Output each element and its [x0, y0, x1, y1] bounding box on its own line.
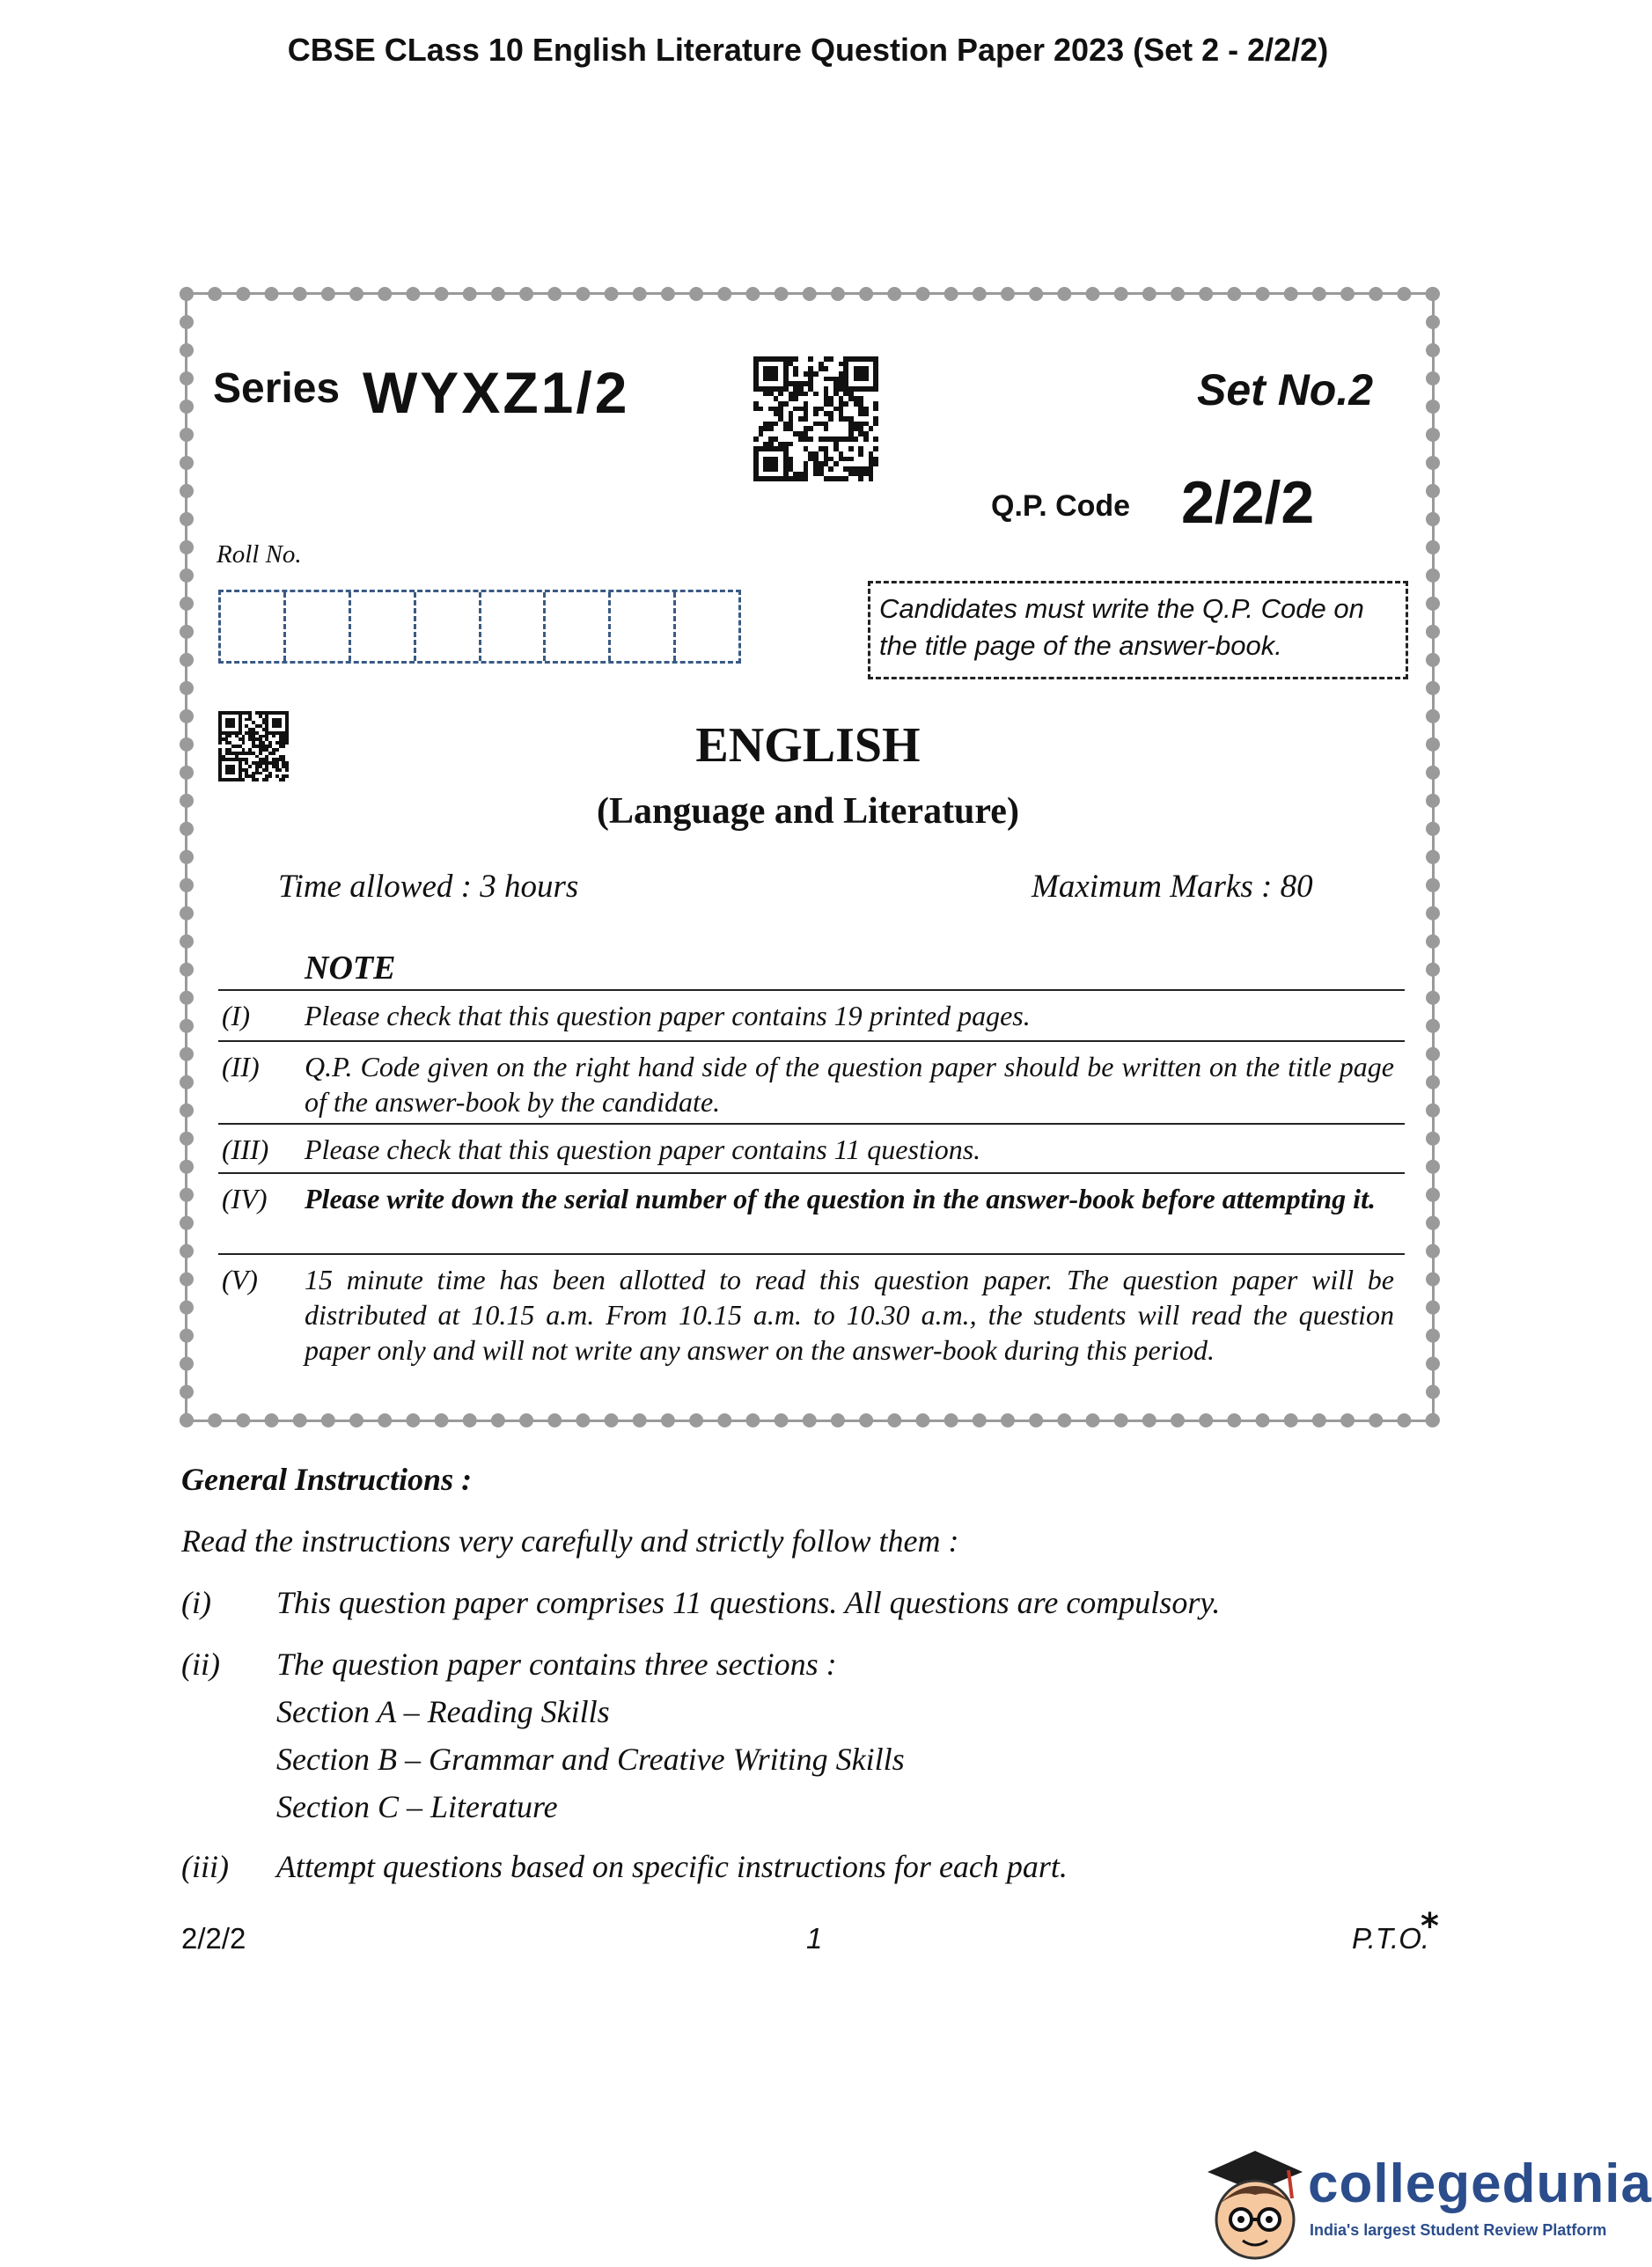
note-item	[218, 1172, 1405, 1255]
general-instructions-intro: Read the instructions very carefully and strictly follow them :	[181, 1523, 959, 1559]
note-item	[218, 1253, 1405, 1405]
subject-subtitle: (Language and Literature)	[597, 791, 1019, 832]
logo-wordmark: collegedunia	[1308, 2153, 1652, 2214]
footer-page-number: 1	[806, 1922, 823, 1955]
note-item-number: (II)	[222, 1051, 260, 1082]
footer-pto: P.T.O.	[1352, 1922, 1430, 1955]
instruction-section-line: Section C – Literature	[276, 1789, 558, 1824]
note-item-text: Please check that this question paper contains 11 questions.	[305, 1134, 981, 1165]
note-item-number: (III)	[222, 1134, 269, 1165]
instruction-number: (i)	[181, 1585, 211, 1620]
maximum-marks: Maximum Marks : 80	[1032, 869, 1313, 905]
series-label: Series	[213, 365, 341, 412]
roll-no-digit-box[interactable]	[286, 592, 351, 661]
instruction-number: (ii)	[181, 1647, 220, 1682]
roll-no-digit-box[interactable]	[611, 592, 676, 661]
set-number: Set No.2	[1197, 365, 1374, 415]
roll-no-digit-box[interactable]	[416, 592, 481, 661]
note-item	[218, 989, 1405, 1040]
footer-qp-code: 2/2/2	[181, 1922, 246, 1955]
logo-tagline: India's largest Student Review Platform	[1310, 2221, 1607, 2239]
roll-no-digit-box[interactable]	[676, 592, 738, 661]
instruction-text: Attempt questions based on specific instructions for each part.	[276, 1849, 1068, 1884]
note-item	[218, 1040, 1405, 1126]
instruction-section-line: Section A – Reading Skills	[276, 1694, 610, 1729]
roll-no-digit-box[interactable]	[546, 592, 611, 661]
mascot-icon	[1208, 2151, 1303, 2258]
roll-no-digit-box[interactable]	[481, 592, 547, 661]
time-allowed: Time allowed : 3 hours	[278, 869, 579, 905]
subject-title: ENGLISH	[695, 718, 921, 773]
roll-no-digit-box[interactable]	[221, 592, 286, 661]
note-heading: NOTE	[305, 950, 396, 987]
qp-code-value: 2/2/2	[1181, 469, 1315, 536]
instruction-text: This question paper comprises 11 questions. All questions are compulsory.	[276, 1585, 1221, 1620]
qp-code-label: Q.P. Code	[991, 489, 1131, 523]
note-item-number: (I)	[222, 1000, 250, 1031]
note-item-text: 15 minute time has been allotted to read this question paper. The question paper will be distributed at 10.15 a.m. From 10.15 a.m. to 10.30 a.m., the students will read the question paper only and will not write any answer on the answer-book during this period.	[305, 1264, 1394, 1366]
qr-code-icon	[753, 356, 878, 481]
roll-no-boxes[interactable]	[218, 590, 741, 664]
note-item-text: Q.P. Code given on the right hand side of the question paper should be written on the title page of the answer-book by the candidate.	[305, 1051, 1394, 1118]
instruction-text: The question paper contains three sections :	[276, 1647, 837, 1682]
pto-asterisk: *	[1421, 1906, 1439, 1947]
instruction-section-line: Section B – Grammar and Creative Writing Skills	[276, 1742, 905, 1777]
instruction-number: (iii)	[181, 1849, 229, 1884]
series-code: WYXZ1/2	[363, 360, 630, 425]
roll-no-digit-box[interactable]	[351, 592, 416, 661]
document-header-title: CBSE CLass 10 English Literature Question Paper 2023 (Set 2 - 2/2/2)	[287, 32, 1329, 68]
candidate-notice-box: Candidates must write the Q.P. Code on the title page of the answer-book.	[868, 581, 1408, 679]
note-item-number: (IV)	[222, 1183, 268, 1214]
note-item-text: Please write down the serial number of the question in the answer-book before attempting it.	[305, 1183, 1376, 1214]
note-item-number: (V)	[222, 1264, 258, 1295]
note-item-text: Please check that this question paper contains 19 printed pages.	[305, 1000, 1031, 1031]
note-item	[218, 1123, 1405, 1174]
general-instructions-heading: General Instructions :	[181, 1462, 473, 1497]
roll-no-label: Roll No.	[217, 540, 302, 569]
